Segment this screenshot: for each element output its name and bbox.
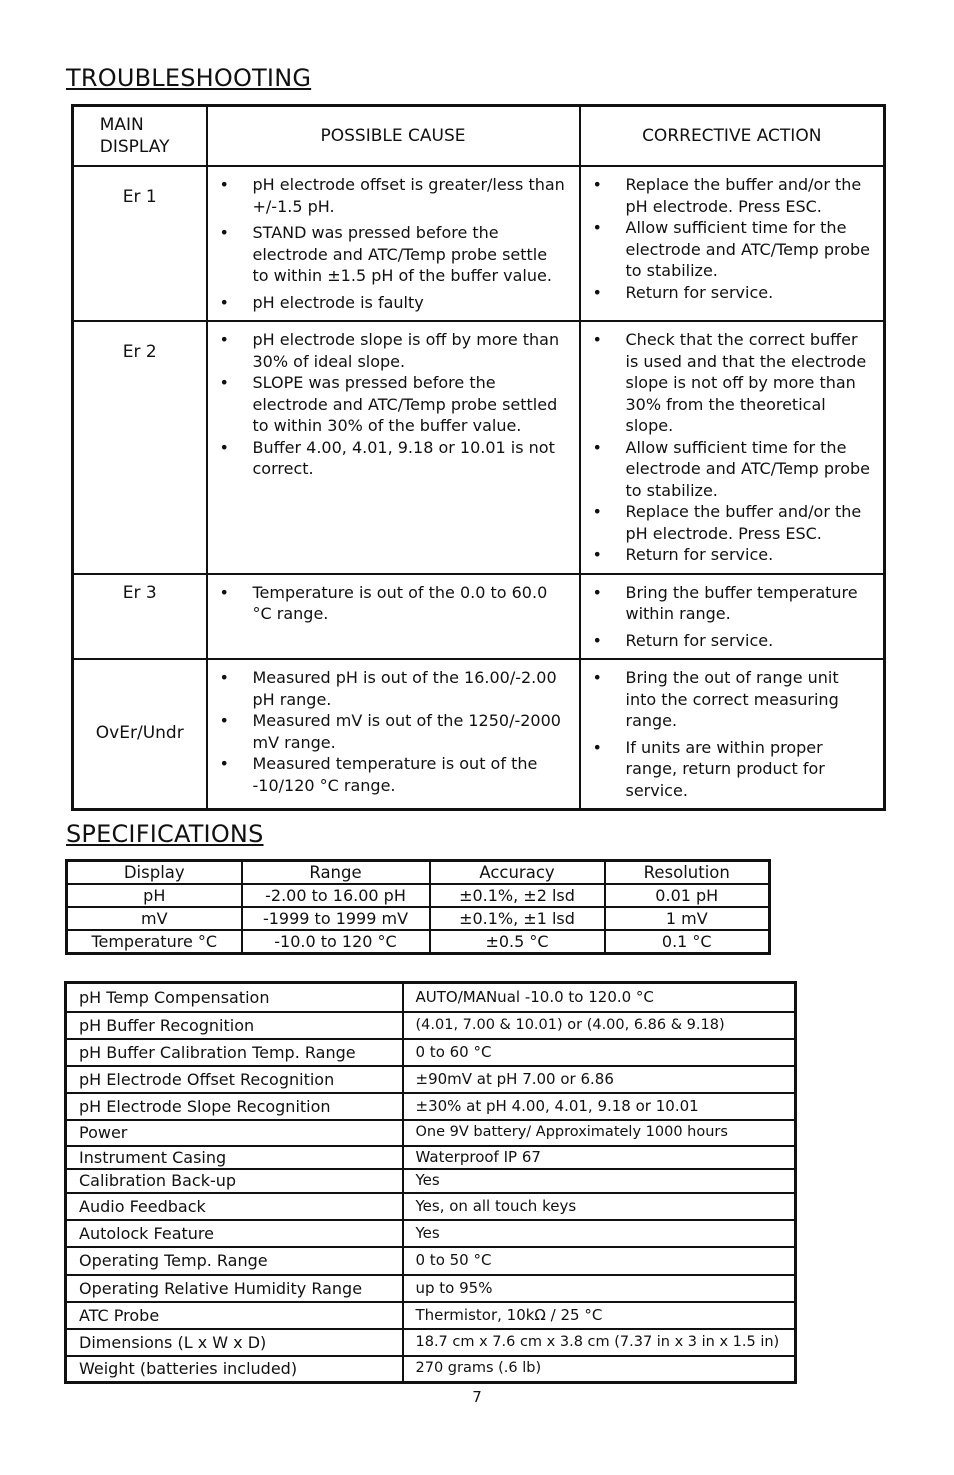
feature-name: pH Electrode Offset Recognition [66, 1066, 403, 1093]
header-range: Range [242, 861, 430, 885]
corrective-action-cell [580, 166, 885, 321]
list-item: • Return for service. [582, 544, 871, 566]
troubleshooting-table [71, 104, 886, 811]
spec-cell: -10.0 to 120 °C [242, 930, 430, 954]
table-row [73, 321, 885, 574]
header-accuracy: Accuracy [430, 861, 605, 885]
list-item: • Temperature is out of the 0.0 to 60.0 °C range. [209, 582, 566, 625]
spec-cell: -1999 to 1999 mV [242, 907, 430, 930]
spec-cell: ±0.1%, ±1 lsd [430, 907, 605, 930]
table-row [66, 983, 796, 1012]
table-row [66, 1247, 796, 1275]
table-row [73, 659, 885, 810]
table-row [66, 1275, 796, 1302]
spec-cell: ±0.1%, ±2 lsd [430, 884, 605, 907]
list-item: • pH electrode slope is off by more than 30% of ideal slope. [209, 329, 566, 372]
header-resolution: Resolution [605, 861, 770, 885]
features-table [64, 981, 797, 1384]
specifications-heading: SPECIFICATIONS [66, 820, 264, 848]
feature-value: One 9V battery/ Approximately 1000 hours [403, 1120, 796, 1146]
feature-value: Yes [403, 1169, 796, 1193]
header-main-display: MAIN DISPLAY [73, 106, 207, 167]
list-item: • Measured pH is out of the 16.00/-2.00 pH range. [209, 667, 566, 710]
table-row [73, 574, 885, 660]
table-row [66, 1012, 796, 1039]
error-code: Er 3 [73, 574, 207, 660]
feature-name: pH Buffer Recognition [66, 1012, 403, 1039]
table-row [66, 1356, 796, 1383]
feature-value: 18.7 cm x 7.6 cm x 3.8 cm (7.37 in x 3 in x 1.5 in) [403, 1329, 796, 1356]
table-row [66, 1146, 796, 1169]
spec-cell: 1 mV [605, 907, 770, 930]
table-row [66, 1329, 796, 1356]
list-item: • Bring the buffer temperature within range. [582, 582, 871, 625]
feature-name: pH Temp Compensation [66, 983, 403, 1012]
table-row [66, 1169, 796, 1193]
list-item: • Bring the out of range unit into the correct measuring range. [582, 667, 871, 732]
feature-value: ±90mV at pH 7.00 or 6.86 [403, 1066, 796, 1093]
error-code: Er 2 [73, 321, 207, 574]
feature-name: Weight (batteries included) [66, 1356, 403, 1383]
spec-cell: ±0.5 °C [430, 930, 605, 954]
table-row [66, 1066, 796, 1093]
feature-value: ±30% at pH 4.00, 4.01, 9.18 or 10.01 [403, 1093, 796, 1120]
list-item: • SLOPE was pressed before the electrode and ATC/Temp probe settled to within 30% of the buffer value. [209, 372, 566, 437]
possible-cause-cell [207, 659, 580, 810]
table-row [66, 1120, 796, 1146]
error-code: Er 1 [73, 166, 207, 321]
list-item: • Check that the correct buffer is used and that the electrode slope is not off by more than 30% from the theoretical slope. [582, 329, 871, 437]
table-row [66, 1193, 796, 1220]
table-row [66, 1220, 796, 1247]
possible-cause-cell [207, 321, 580, 574]
feature-name: Instrument Casing [66, 1146, 403, 1169]
table-row [66, 1093, 796, 1120]
list-item: • pH electrode offset is greater/less than +/-1.5 pH. [209, 174, 566, 217]
feature-value: 0 to 60 °C [403, 1039, 796, 1066]
troubleshooting-heading: TROUBLESHOOTING [66, 64, 312, 92]
table-row [67, 930, 770, 954]
possible-cause-cell [207, 574, 580, 660]
spec-header-row [67, 861, 770, 885]
feature-name: ATC Probe [66, 1302, 403, 1329]
feature-name: Audio Feedback [66, 1193, 403, 1220]
feature-value: 270 grams (.6 lb) [403, 1356, 796, 1383]
table-row [73, 166, 885, 321]
page-number: 7 [472, 1388, 482, 1406]
list-item: • Measured mV is out of the 1250/-2000 mV range. [209, 710, 566, 753]
feature-value: Waterproof IP 67 [403, 1146, 796, 1169]
spec-cell: 0.01 pH [605, 884, 770, 907]
list-item: • Measured temperature is out of the -10/120 °C range. [209, 753, 566, 796]
feature-name: Power [66, 1120, 403, 1146]
table-row [66, 1039, 796, 1066]
list-item: • Replace the buffer and/or the pH electrode. Press ESC. [582, 174, 871, 217]
feature-name: Operating Temp. Range [66, 1247, 403, 1275]
feature-value: AUTO/MANual -10.0 to 120.0 °C [403, 983, 796, 1012]
feature-value: Thermistor, 10kΩ / 25 °C [403, 1302, 796, 1329]
possible-cause-cell [207, 166, 580, 321]
error-code: OvEr/Undr [73, 659, 207, 810]
list-item: • Replace the buffer and/or the pH electrode. Press ESC. [582, 501, 871, 544]
header-corrective-action: CORRECTIVE ACTION [580, 106, 885, 167]
list-item: • pH electrode is faulty [209, 292, 566, 314]
spec-cell: Temperature °C [67, 930, 242, 954]
corrective-action-cell [580, 574, 885, 660]
list-item: • Allow sufficient time for the electrode and ATC/Temp probe to stabilize. [582, 217, 871, 282]
feature-name: Operating Relative Humidity Range [66, 1275, 403, 1302]
list-item: • Allow sufficient time for the electrode and ATC/Temp probe to stabilize. [582, 437, 871, 502]
feature-value: Yes [403, 1220, 796, 1247]
corrective-action-cell [580, 659, 885, 810]
list-item: • Buffer 4.00, 4.01, 9.18 or 10.01 is not correct. [209, 437, 566, 480]
table-row [66, 1302, 796, 1329]
feature-name: Calibration Back-up [66, 1169, 403, 1193]
specifications-table [65, 859, 771, 955]
feature-value: up to 95% [403, 1275, 796, 1302]
header-display: Display [67, 861, 242, 885]
table-row [67, 907, 770, 930]
list-item: • If units are within proper range, return product for service. [582, 737, 871, 802]
troubleshooting-header-row [73, 106, 885, 167]
header-possible-cause: POSSIBLE CAUSE [207, 106, 580, 167]
feature-value: Yes, on all touch keys [403, 1193, 796, 1220]
feature-name: Autolock Feature [66, 1220, 403, 1247]
feature-name: pH Buffer Calibration Temp. Range [66, 1039, 403, 1066]
table-row [67, 884, 770, 907]
feature-name: pH Electrode Slope Recognition [66, 1093, 403, 1120]
list-item: • Return for service. [582, 630, 871, 652]
spec-cell: 0.1 °C [605, 930, 770, 954]
list-item: • STAND was pressed before the electrode and ATC/Temp probe settle to within ±1.5 pH of the buffer value. [209, 222, 566, 287]
feature-name: Dimensions (L x W x D) [66, 1329, 403, 1356]
corrective-action-cell [580, 321, 885, 574]
spec-cell: mV [67, 907, 242, 930]
spec-cell: -2.00 to 16.00 pH [242, 884, 430, 907]
list-item: • Return for service. [582, 282, 871, 304]
feature-value: (4.01, 7.00 & 10.01) or (4.00, 6.86 & 9.18) [403, 1012, 796, 1039]
feature-value: 0 to 50 °C [403, 1247, 796, 1275]
spec-cell: pH [67, 884, 242, 907]
